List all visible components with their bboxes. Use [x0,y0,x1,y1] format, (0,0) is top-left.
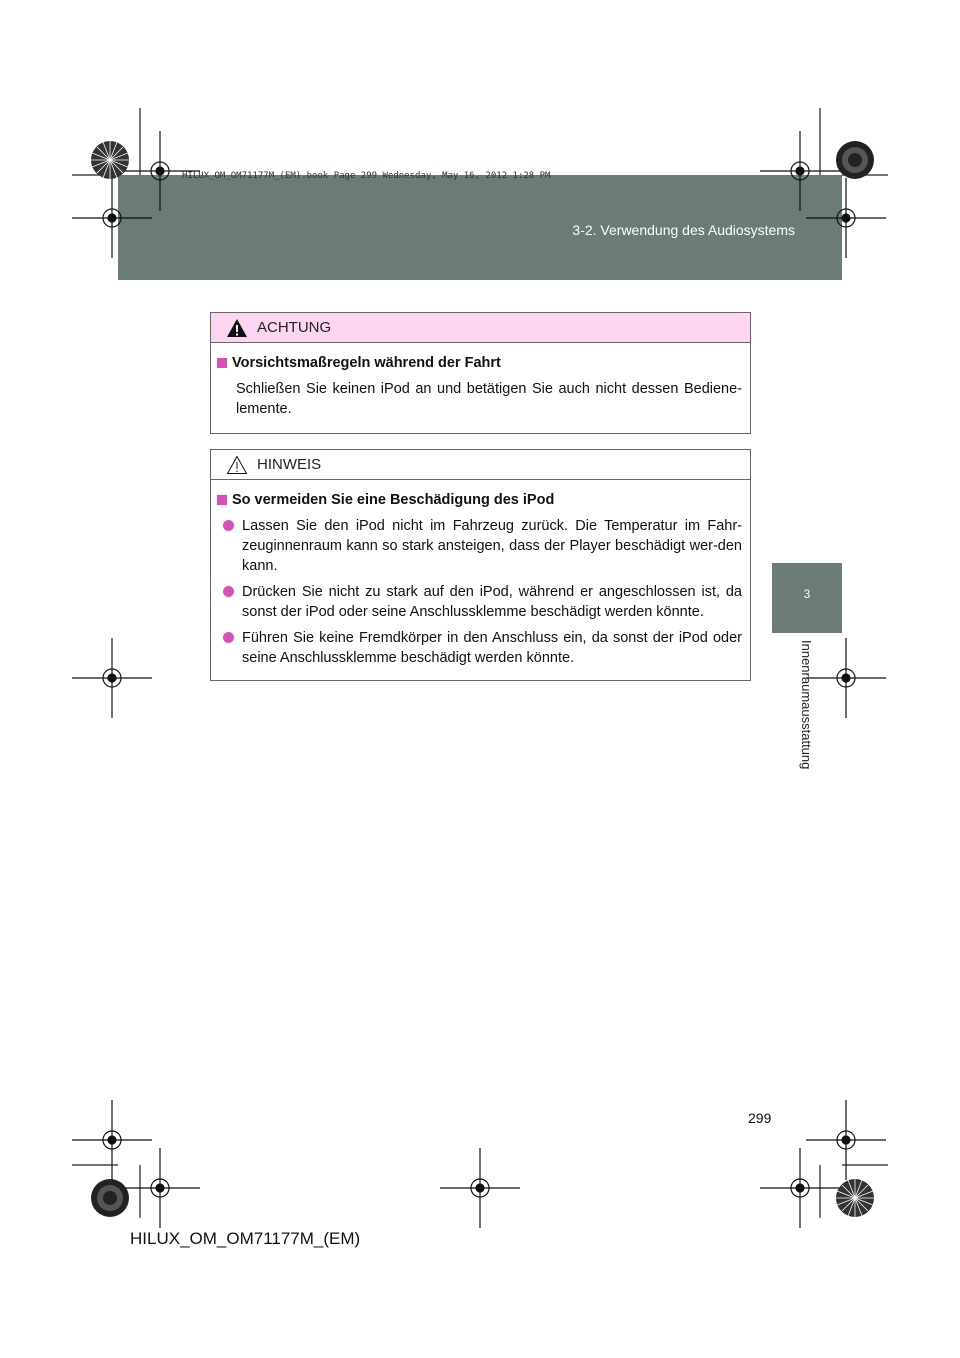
crosshair-target-icon [806,178,886,258]
crosshair-target-icon [120,131,200,211]
crosshair-target-icon [806,1100,886,1180]
page-number: 299 [748,1110,772,1126]
crosshair-target-icon [72,638,152,718]
bullet-text: Lassen Sie den iPod nicht im Fahrzeug zurück. Die Temperatur im Fahr-zeuginnenraum kann so stark ansteigen, dass der Player beschädigt wer-den kann. [242,518,742,574]
notice-topic-text: So vermeiden Sie eine Beschädigung des iPod [232,492,555,508]
bullet-text: Führen Sie keine Fremdkörper in den Anschluss ein, da sonst der iPod oder seine Anschlussklemme beschädigt werden könnte. [242,630,742,666]
crosshair-target-icon [440,1148,520,1228]
section-title: 3-2. Verwendung des Audiosystems [572,222,795,238]
warning-heading: ACHTUNG [257,319,332,336]
crosshair-target-icon [760,131,840,211]
side-tab-label: Innenraumausstattung [799,640,814,770]
crosshair-target-icon [72,178,152,258]
starburst-mark-icon [836,1179,874,1217]
crosshair-target-icon [806,638,886,718]
crosshair-target-icon [120,1148,200,1228]
side-tab-number: 3 [803,587,811,601]
starburst-mark-icon [836,141,874,179]
print-info: HILUX_OM_OM71177M_(EM).book Page 299 Wednesday, May 16, 2012 1:28 PM [182,171,551,181]
starburst-mark-icon [91,1179,129,1217]
starburst-mark-icon [91,141,129,179]
warning-topic-text: Vorsichtsmaßregeln während der Fahrt [232,355,501,371]
doc-code: HILUX_OM_OM71177M_(EM) [130,1229,361,1248]
bullet-text: Drücken Sie nicht zu stark auf den iPod, während er angeschlossen ist, da sonst der iPod oder seine Anschlussklemme beschädigt werden könnte. [242,584,742,620]
crosshair-target-icon [760,1148,840,1228]
warning-text: Schließen Sie keinen iPod an und betätigen Sie auch nicht dessen Bediene-lemente. [236,381,742,417]
notice-heading: HINWEIS [257,456,322,473]
